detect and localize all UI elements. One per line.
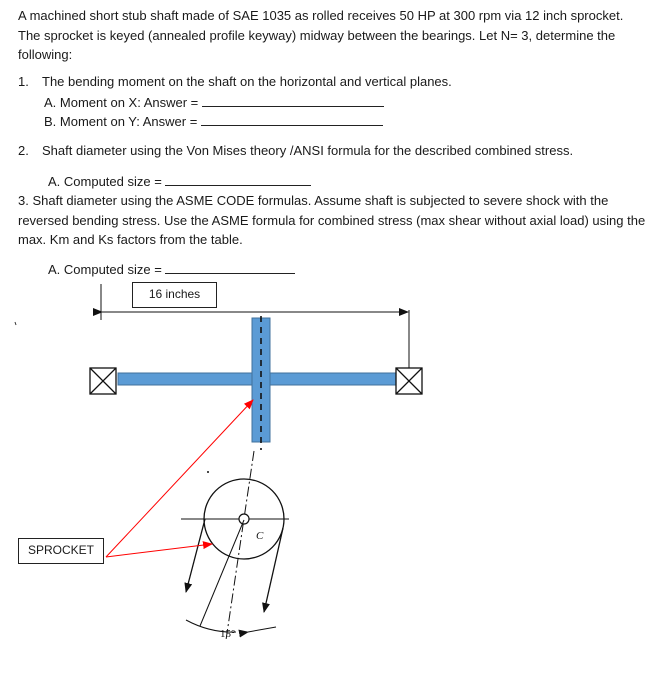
q2-a-label: A. Computed size =: [48, 174, 162, 189]
center-label: C: [256, 530, 264, 542]
stray-dot: [207, 471, 209, 473]
angle-arrow: [248, 627, 276, 632]
stray-mark: [15, 322, 16, 325]
q1-number: 1.: [18, 74, 29, 89]
leader-arrow-side-view: [106, 400, 253, 557]
angle-label: 15°: [220, 628, 236, 640]
sprocket-side-view: [252, 318, 270, 442]
dimension-label-box: 16 inches: [132, 282, 217, 308]
sprocket-label-box: SPROCKET: [18, 538, 104, 564]
tension-line-inner: [200, 520, 244, 626]
q1-b-label: B. Moment on Y: Answer =: [44, 114, 198, 129]
q3-a-label: A. Computed size =: [48, 262, 162, 277]
q3-text: 3. Shaft diameter using the ASME CODE formulas. Assume shaft is subjected to severe shock with the reversed bending stress. Use the ASME formula for combined stress (max shear without axial load) using the max. Km and Ks factors from the table.: [18, 193, 646, 247]
force-arrow-left: [186, 519, 205, 592]
shaft-center-mark: [239, 514, 249, 524]
q2-text: Shaft diameter using the Von Mises theory /ANSI formula for the described combined stress.: [42, 143, 574, 158]
problem-intro: A machined short stub shaft made of SAE 1035 as rolled receives 50 HP at 300 rpm via 12 inch sprocket. The sprocket is keyed (annealed profile keyway) midway between the bearings. Let N= 3, determine the following:: [18, 8, 624, 62]
q1-text: The bending moment on the shaft on the horizontal and vertical planes.: [42, 74, 452, 89]
q1-a-label: A. Moment on X: Answer =: [44, 95, 199, 110]
q2-number: 2.: [18, 143, 29, 158]
force-arrow-right: [264, 528, 283, 612]
